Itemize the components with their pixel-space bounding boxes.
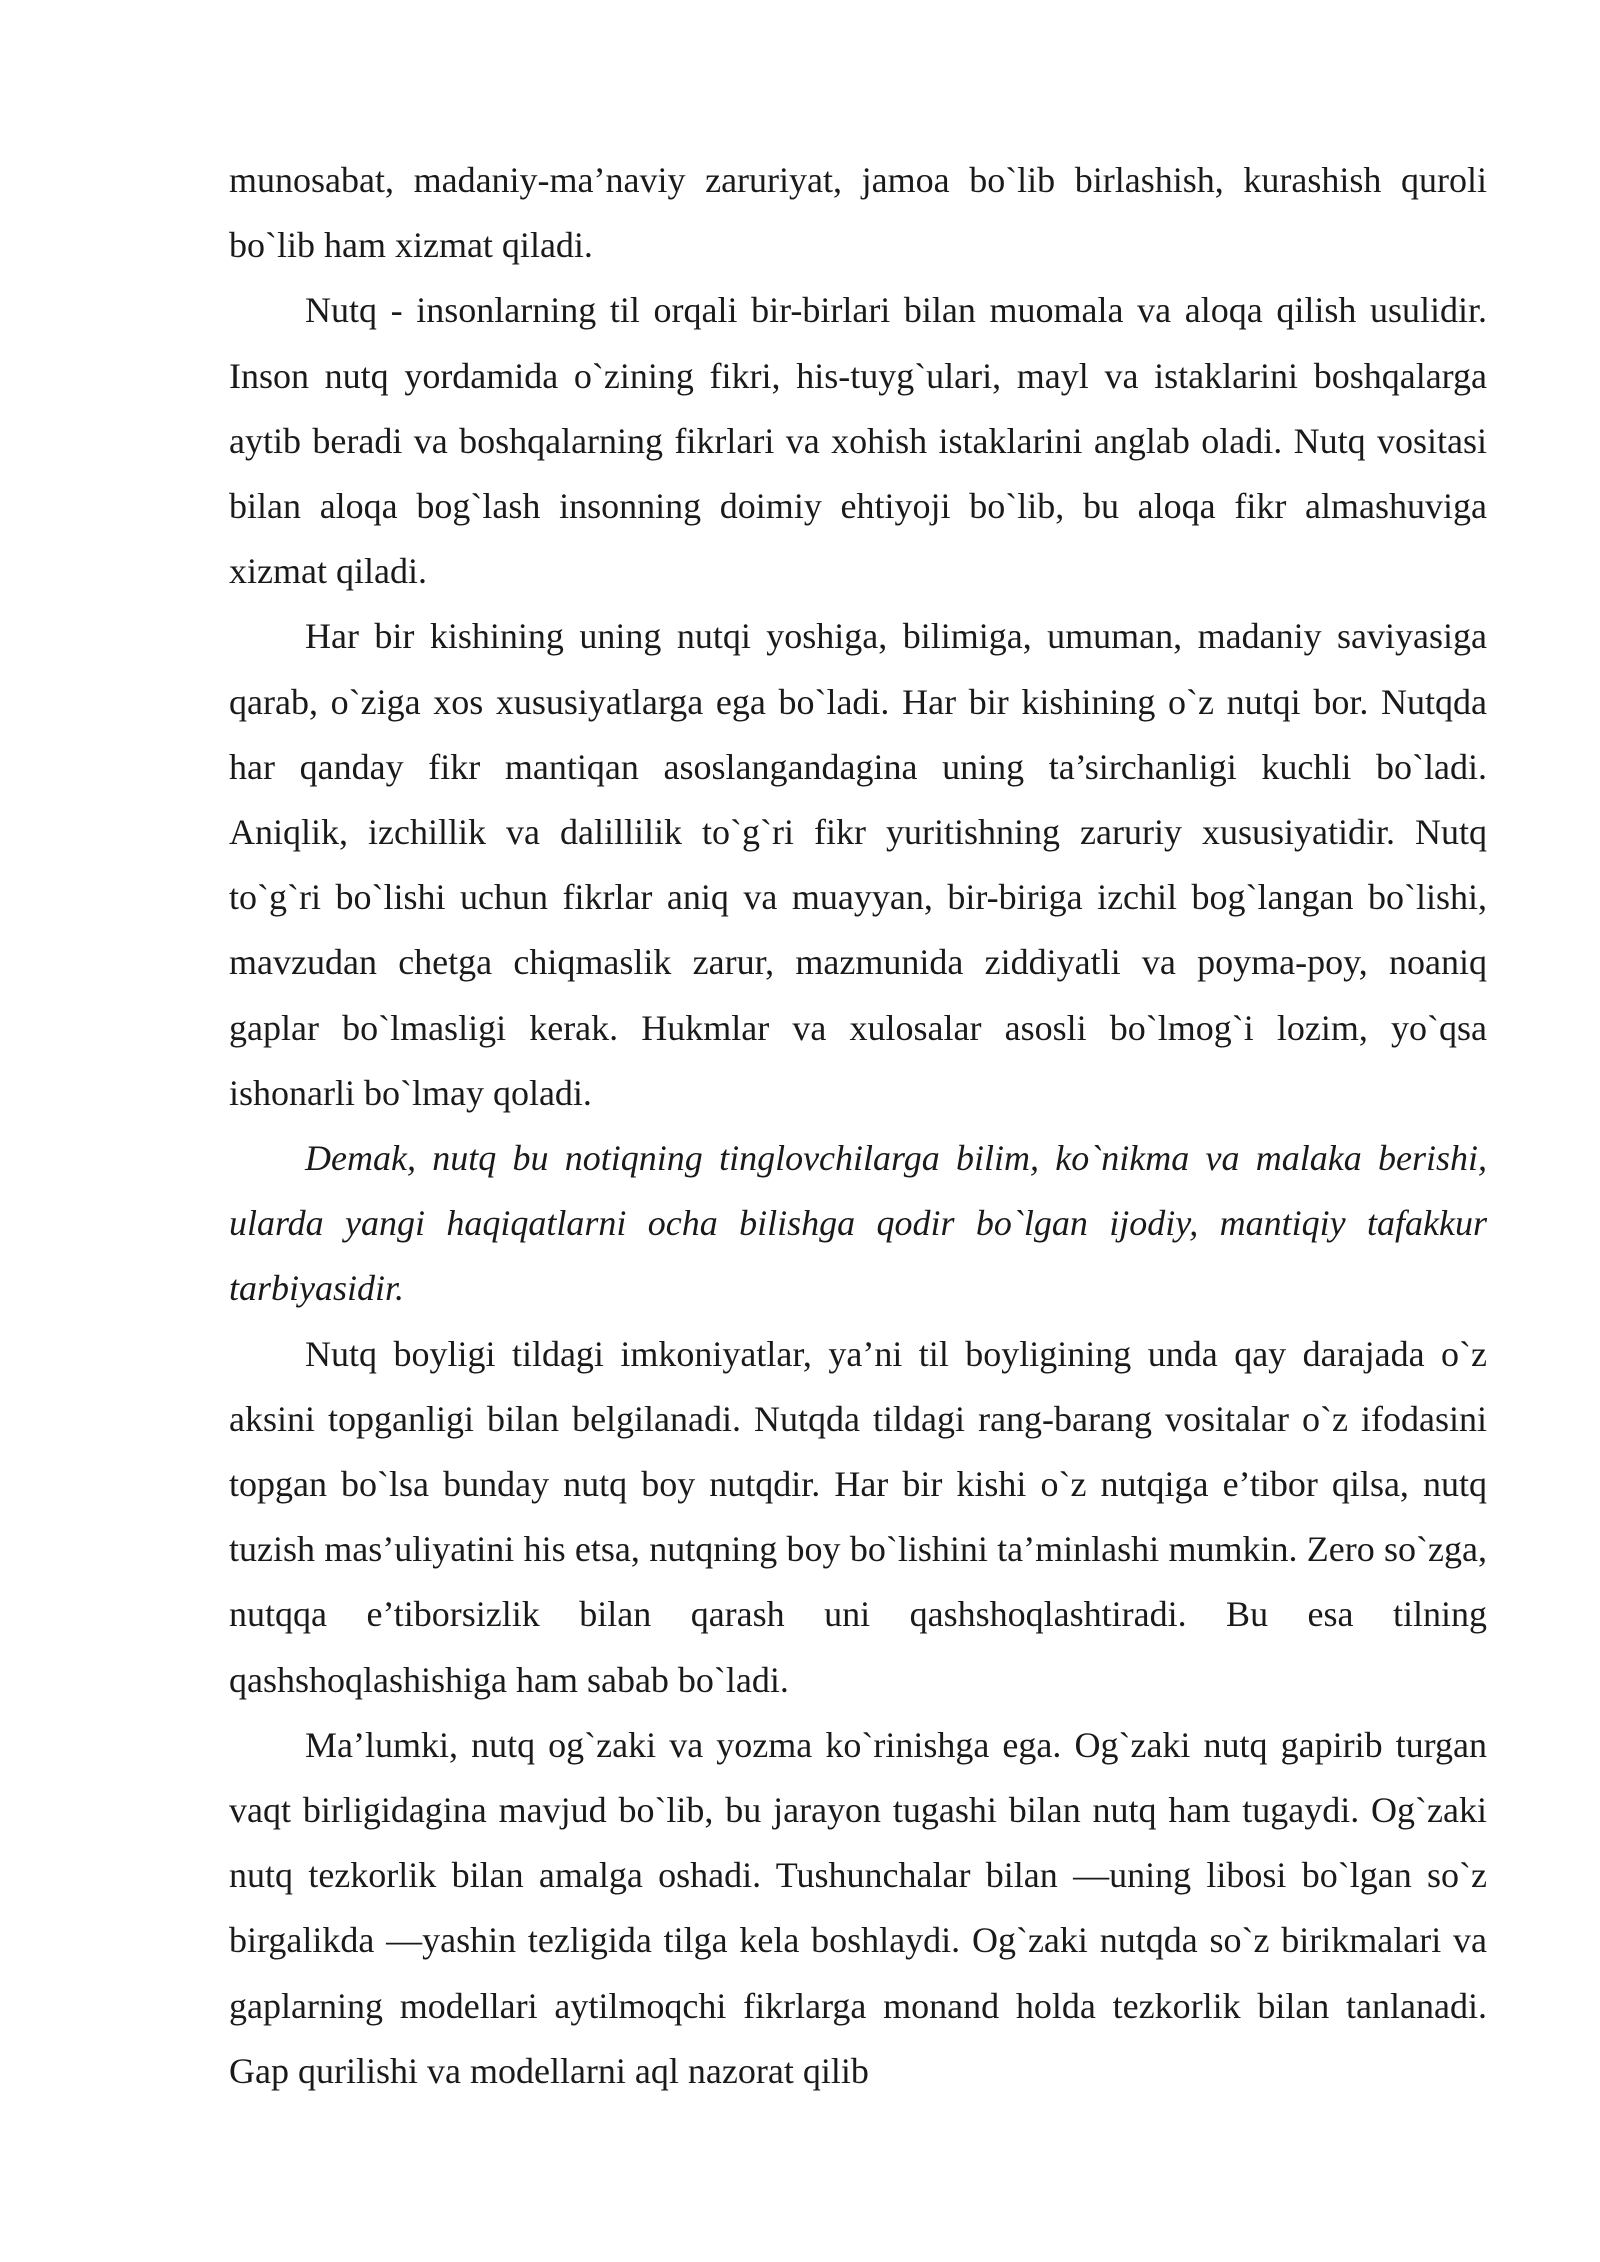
paragraph-nutq-features: Har bir kishining uning nutqi yoshiga, bilimiga, umuman, madaniy saviyasiga qarab, o`ziga xos xususiyatlarga ega bo`ladi. Har bir kishining o`z nutqi bor. Nutqda har qanday fikr mantiqan asoslangandagina uning ta’sirchanligi kuchli bo`ladi. Aniqlik, izchillik va dalillilik to`g`ri fikr yuritishning zaruriy xususiyatidir. Nutq to`g`ri bo`lishi uchun fikrlar aniq va muayyan, bir-biriga izchil bog`langan bo`lishi, mavzudan chetga chiqmaslik zarur, mazmunida ziddiyatli va poyma-poy, noaniq gaplar bo`lmasligi kerak. Hukmlar va xulosalar asosli bo`lmog`i lozim, yo`qsa ishonarli bo`lmay qoladi. [229,616,1487,1113]
document-body [229,148,1487,2104]
paragraph-nutq-definition: Nutq - insonlarning til orqali bir-birlari bilan muomala va aloqa qilish usulidir. Inson nutq yordamida o`zining fikri, his-tuyg`ulari, mayl va istaklarini boshqalarga aytib beradi va boshqalarning fikrlari va xohish istaklarini anglab oladi. Nutq vositasi bilan aloqa bog`lash insonning doimiy ehtiyoji bo`lib, bu aloqa fikr almashuviga xizmat qiladi. [229,290,1487,592]
paragraph-continuation: munosabat, madaniy-ma’naviy zaruriyat, jamoa bo`lib birlashish, kurashish quroli bo`lib ham xizmat qiladi. [229,160,1487,266]
paragraph-nutq-richness: Nutq boyligi tildagi imkoniyatlar, ya’ni til boyligining unda qay darajada o`z aksini topganligi bilan belgilanadi. Nutqda tildagi rang-barang vositalar o`z ifodasini topgan bo`lsa bunday nutq boy nutqdir. Har bir kishi o`z nutqiga e’tibor qilsa, nutq tuzish mas’uliyatini his etsa, nutqning boy bo`lishini ta’minlashi mumkin. Zero so`zga, nutqqa e’tiborsizlik bilan qarash uni qashshoqlashtiradi. Bu esa tilning qashshoqlashishiga ham sabab bo`ladi. [229,1333,1487,1700]
paragraph-conclusion-italic: Demak, nutq bu notiqning tinglovchilarga bilim, ko`nikma va malaka berishi, ularda yangi haqiqatlarni ocha bilishga qodir bo`lgan ijodiy, mantiqiy tafakkur tarbiyasidir. [229,1138,1487,1309]
paragraph-oral-written: Ma’lumki, nutq og`zaki va yozma ko`rinishga ega. Og`zaki nutq gapirib turgan vaqt birligidagina mavjud bo`lib, bu jarayon tugashi bilan nutq ham tugaydi. Og`zaki nutq tezkorlik bilan amalga oshadi. Tushunchalar bilan ―uning libosi bo`lgan so`z birgalikda ―yashin tezligida tilga kela boshlaydi. Og`zaki nutqda so`z birikmalari va gaplarning modellari aytilmoqchi fikrlarga monand holda tezkorlik bilan tanlanadi. Gap qurilishi va modellarni aql nazorat qilib [229,1724,1487,2091]
